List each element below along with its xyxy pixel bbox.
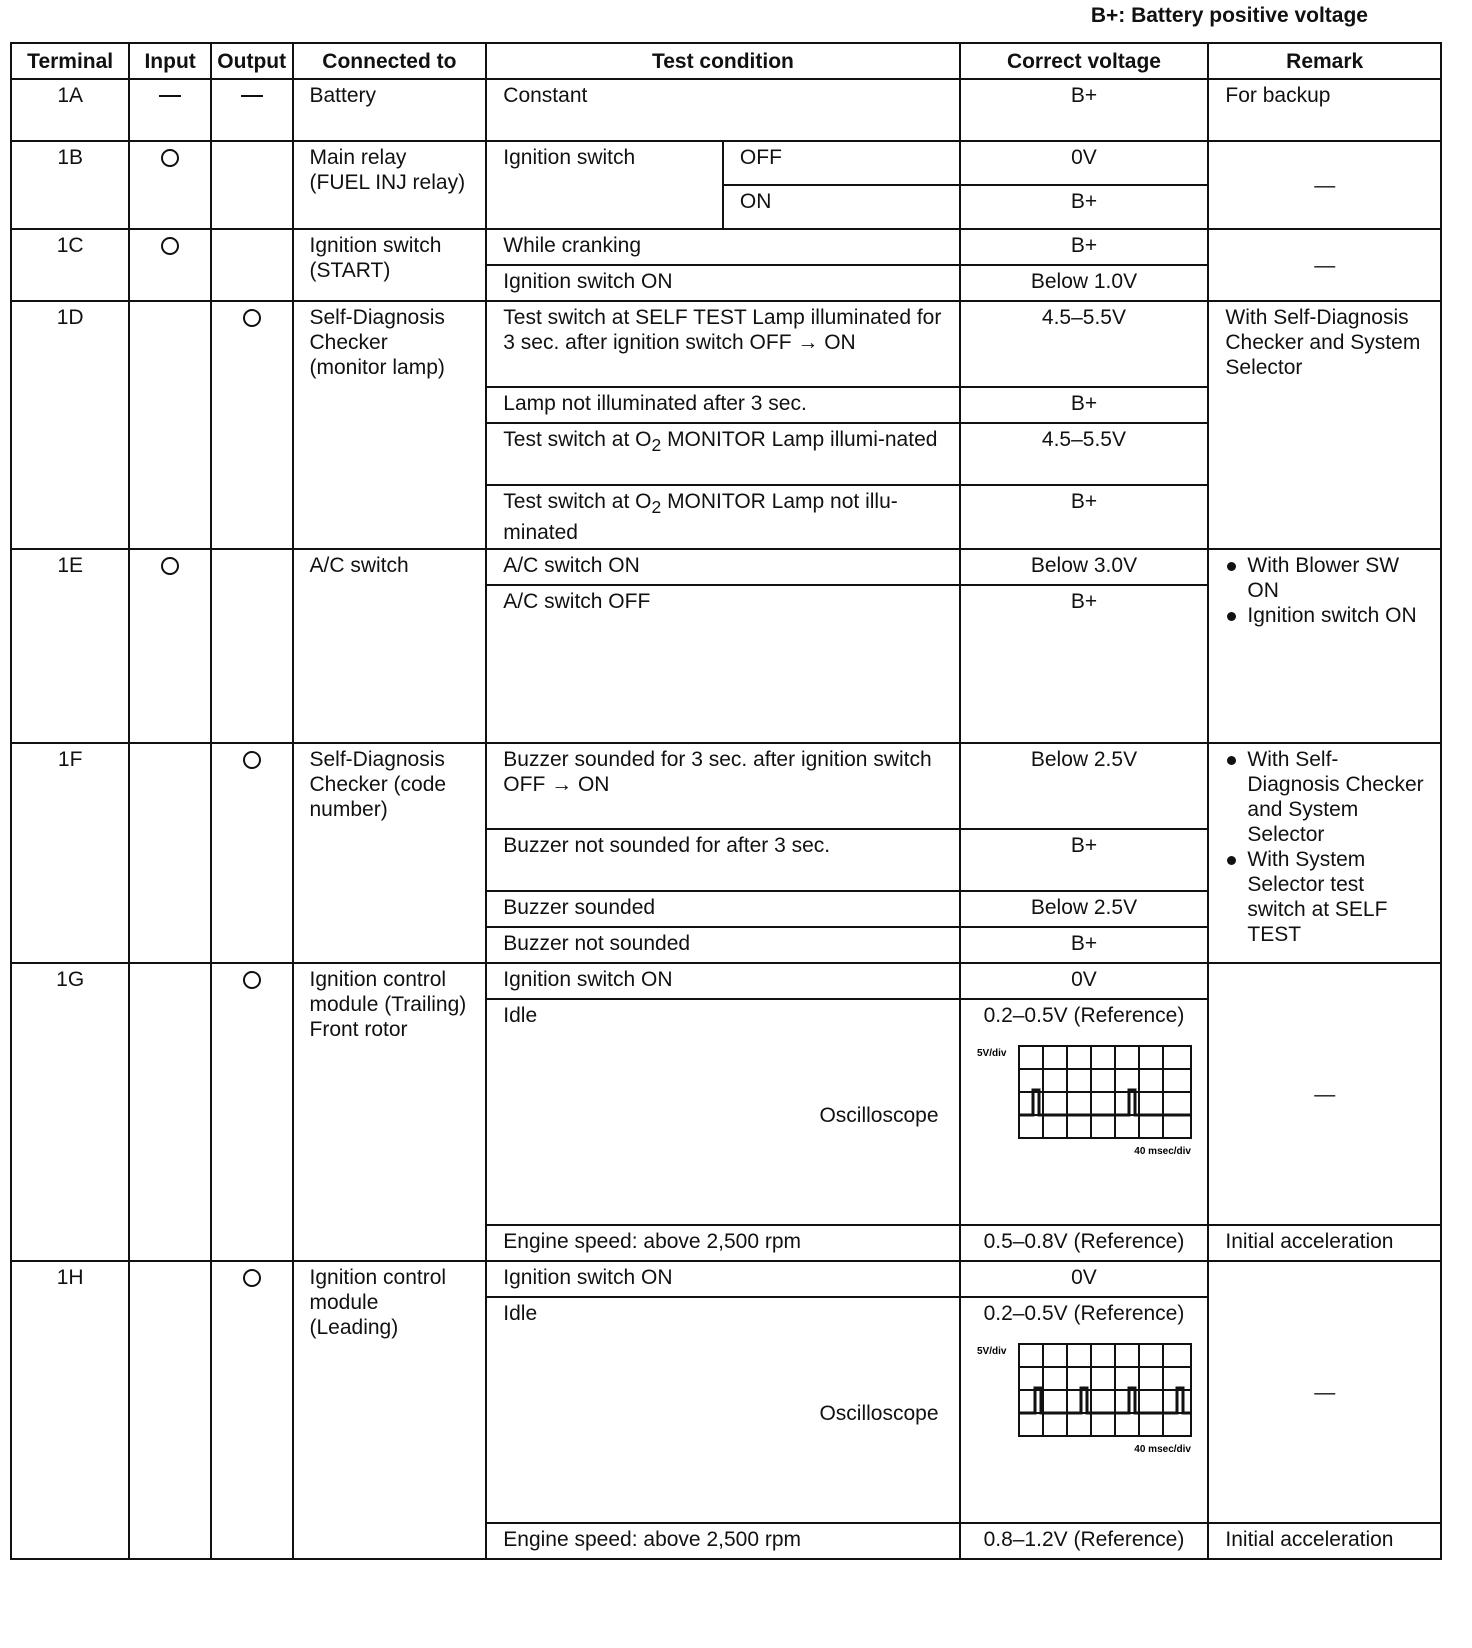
subscript: 2 bbox=[651, 497, 662, 518]
voltage-cell: 0.5–0.8V (Reference) bbox=[960, 1225, 1209, 1261]
condition-cell bbox=[486, 1297, 959, 1523]
remark-cell: — bbox=[1208, 141, 1441, 229]
remark-cell bbox=[1208, 743, 1441, 963]
oscilloscope-label: Oscilloscope bbox=[819, 1104, 939, 1128]
remark-cell: With Self-Diagnosis Checker and System Selector bbox=[1208, 301, 1441, 549]
voltage-cell: Below 3.0V bbox=[960, 549, 1209, 585]
circle-mark bbox=[243, 751, 261, 769]
condition-cell: Lamp not illuminated after 3 sec. bbox=[486, 387, 959, 423]
condition-sub-cell: ON bbox=[723, 185, 960, 229]
connected-cell: Ignition switch (START) bbox=[293, 229, 487, 301]
voltage-cell: Below 2.5V bbox=[960, 891, 1209, 927]
remark-item: With System Selector test switch at SELF TEST bbox=[1225, 847, 1424, 947]
voltage-text: 0.2–0.5V (Reference) bbox=[983, 1004, 1185, 1028]
header-terminal: Terminal bbox=[11, 43, 129, 79]
remark-item: With Blower SW ON bbox=[1225, 553, 1424, 603]
idle-condition bbox=[503, 1003, 942, 1217]
table-row bbox=[11, 963, 1441, 999]
voltage-cell: B+ bbox=[960, 927, 1209, 963]
terminal-cell: 1B bbox=[11, 141, 129, 229]
remark-cell: — bbox=[1208, 229, 1441, 301]
scope-grid bbox=[1019, 1046, 1191, 1138]
condition-cell: Ignition switch ON bbox=[486, 1261, 959, 1297]
connected-cell: Battery bbox=[293, 79, 487, 141]
condition-cell bbox=[486, 423, 959, 485]
voltage-cell: B+ bbox=[960, 387, 1209, 423]
scale-volt-label: 5V/div bbox=[976, 1346, 1006, 1358]
condition-cell: Ignition switch bbox=[486, 141, 723, 229]
circle-mark bbox=[161, 149, 179, 167]
circle-mark bbox=[161, 557, 179, 575]
voltage-cell: 0V bbox=[960, 1261, 1209, 1297]
table-row bbox=[11, 141, 1441, 185]
terminal-cell: 1F bbox=[11, 743, 129, 963]
condition-cell bbox=[486, 485, 959, 549]
output-cell bbox=[211, 301, 293, 549]
waveform-trace bbox=[1019, 1388, 1191, 1413]
voltage-cell: B+ bbox=[960, 585, 1209, 743]
header-input: Input bbox=[129, 43, 211, 79]
input-cell bbox=[129, 301, 211, 549]
input-cell bbox=[129, 1261, 211, 1559]
remark-list bbox=[1225, 553, 1424, 628]
table-row bbox=[11, 549, 1441, 585]
input-cell bbox=[129, 229, 211, 301]
voltage-cell: Below 1.0V bbox=[960, 265, 1209, 301]
header-remark: Remark bbox=[1208, 43, 1441, 79]
circle-mark bbox=[161, 237, 179, 255]
voltage-cell: B+ bbox=[960, 485, 1209, 549]
condition-cell: Ignition switch ON bbox=[486, 963, 959, 999]
output-cell bbox=[211, 79, 293, 141]
voltage-cell: B+ bbox=[960, 229, 1209, 265]
connected-cell: Self-Diagnosis Checker (monitor lamp) bbox=[293, 301, 487, 549]
oscilloscope-waveform-1g bbox=[977, 1038, 1197, 1162]
header-condition: Test condition bbox=[486, 43, 959, 79]
table-row bbox=[11, 229, 1441, 265]
terminal-cell: 1D bbox=[11, 301, 129, 549]
header-output: Output bbox=[211, 43, 293, 79]
condition-cell: A/C switch ON bbox=[486, 549, 959, 585]
voltage-cell: B+ bbox=[960, 79, 1209, 141]
terminal-cell: 1E bbox=[11, 549, 129, 743]
table-row bbox=[11, 79, 1441, 141]
condition-text: Idle bbox=[503, 1004, 538, 1028]
voltage-cell: 0V bbox=[960, 963, 1209, 999]
input-cell bbox=[129, 79, 211, 141]
terminal-voltage-table bbox=[10, 42, 1442, 1560]
circle-mark bbox=[243, 1269, 261, 1287]
remark-cell: Initial acceleration bbox=[1208, 1523, 1441, 1559]
idle-condition bbox=[503, 1301, 942, 1515]
voltage-cell: 4.5–5.5V bbox=[960, 423, 1209, 485]
condition-cell: Test switch at SELF TEST Lamp illuminated for 3 sec. after ignition switch OFF → ON bbox=[486, 301, 959, 387]
voltage-cell: 0V bbox=[960, 141, 1209, 185]
terminal-cell: 1H bbox=[11, 1261, 129, 1559]
waveform-trace bbox=[1019, 1090, 1191, 1115]
scope-grid bbox=[1019, 1344, 1191, 1436]
condition-cell: Constant bbox=[486, 79, 959, 141]
voltage-text: 0.2–0.5V (Reference) bbox=[983, 1302, 1185, 1326]
legend-note: B+: Battery positive voltage bbox=[1090, 4, 1368, 27]
condition-text: MONITOR Lamp illumi-nated bbox=[661, 428, 938, 451]
input-cell bbox=[129, 743, 211, 963]
oscilloscope-waveform-1h bbox=[977, 1336, 1197, 1460]
scale-time-label: 40 msec/div bbox=[1133, 1444, 1191, 1456]
output-cell bbox=[211, 229, 293, 301]
scale-time-label: 40 msec/div bbox=[1133, 1146, 1191, 1158]
condition-cell: A/C switch OFF bbox=[486, 585, 959, 743]
circle-mark bbox=[243, 309, 261, 327]
table-row bbox=[11, 301, 1441, 387]
remark-cell: Initial acceleration bbox=[1208, 1225, 1441, 1261]
input-cell bbox=[129, 141, 211, 229]
terminal-cell: 1C bbox=[11, 229, 129, 301]
condition-sub-cell: OFF bbox=[723, 141, 960, 185]
remark-cell: — bbox=[1208, 1261, 1441, 1523]
condition-cell: Buzzer not sounded for after 3 sec. bbox=[486, 829, 959, 891]
voltage-cell bbox=[960, 999, 1209, 1225]
output-cell bbox=[211, 963, 293, 1261]
condition-cell: Buzzer sounded for 3 sec. after ignition switch OFF → ON bbox=[486, 743, 959, 829]
terminal-cell: 1A bbox=[11, 79, 129, 141]
remark-item: With Self-Diagnosis Checker and System Selector bbox=[1225, 747, 1424, 847]
voltage-cell: 0.8–1.2V (Reference) bbox=[960, 1523, 1209, 1559]
condition-cell: Engine speed: above 2,500 rpm bbox=[486, 1523, 959, 1559]
condition-text: Idle bbox=[503, 1302, 538, 1326]
condition-cell: Buzzer sounded bbox=[486, 891, 959, 927]
condition-cell: Buzzer not sounded bbox=[486, 927, 959, 963]
voltage-cell: B+ bbox=[960, 829, 1209, 891]
connected-cell: Ignition control module (Leading) bbox=[293, 1261, 487, 1559]
condition-text: Test switch at O bbox=[503, 428, 652, 451]
voltage-cell: 4.5–5.5V bbox=[960, 301, 1209, 387]
subscript: 2 bbox=[651, 435, 662, 456]
remark-item: Ignition switch ON bbox=[1225, 603, 1424, 628]
voltage-cell: Below 2.5V bbox=[960, 743, 1209, 829]
condition-cell bbox=[486, 999, 959, 1225]
condition-cell: While cranking bbox=[486, 229, 959, 265]
dash-mark bbox=[159, 95, 181, 97]
output-cell bbox=[211, 141, 293, 229]
remark-cell: — bbox=[1208, 963, 1441, 1225]
table-row bbox=[11, 1261, 1441, 1297]
terminal-cell: 1G bbox=[11, 963, 129, 1261]
condition-cell: Engine speed: above 2,500 rpm bbox=[486, 1225, 959, 1261]
voltage-cell bbox=[960, 1297, 1209, 1523]
remark-cell bbox=[1208, 549, 1441, 743]
condition-text: MONITOR Lamp not illu-minated bbox=[503, 490, 898, 545]
oscilloscope-label: Oscilloscope bbox=[819, 1402, 939, 1426]
connected-cell: Ignition control module (Trailing) Front rotor bbox=[293, 963, 487, 1261]
condition-cell: Ignition switch ON bbox=[486, 265, 959, 301]
voltage-cell: B+ bbox=[960, 185, 1209, 229]
output-cell bbox=[211, 743, 293, 963]
header-row bbox=[11, 43, 1441, 79]
connected-cell: Main relay (FUEL INJ relay) bbox=[293, 141, 487, 229]
header-connected: Connected to bbox=[293, 43, 487, 79]
scale-volt-label: 5V/div bbox=[976, 1048, 1006, 1060]
remark-list bbox=[1225, 747, 1424, 947]
circle-mark bbox=[243, 971, 261, 989]
input-cell bbox=[129, 963, 211, 1261]
remark-cell: For backup bbox=[1208, 79, 1441, 141]
connected-cell: A/C switch bbox=[293, 549, 487, 743]
input-cell bbox=[129, 549, 211, 743]
table-row bbox=[11, 743, 1441, 829]
condition-text: Test switch at O bbox=[503, 490, 652, 513]
dash-mark bbox=[241, 95, 263, 97]
connected-cell: Self-Diagnosis Checker (code number) bbox=[293, 743, 487, 963]
header-voltage: Correct voltage bbox=[960, 43, 1209, 79]
output-cell bbox=[211, 1261, 293, 1559]
output-cell bbox=[211, 549, 293, 743]
